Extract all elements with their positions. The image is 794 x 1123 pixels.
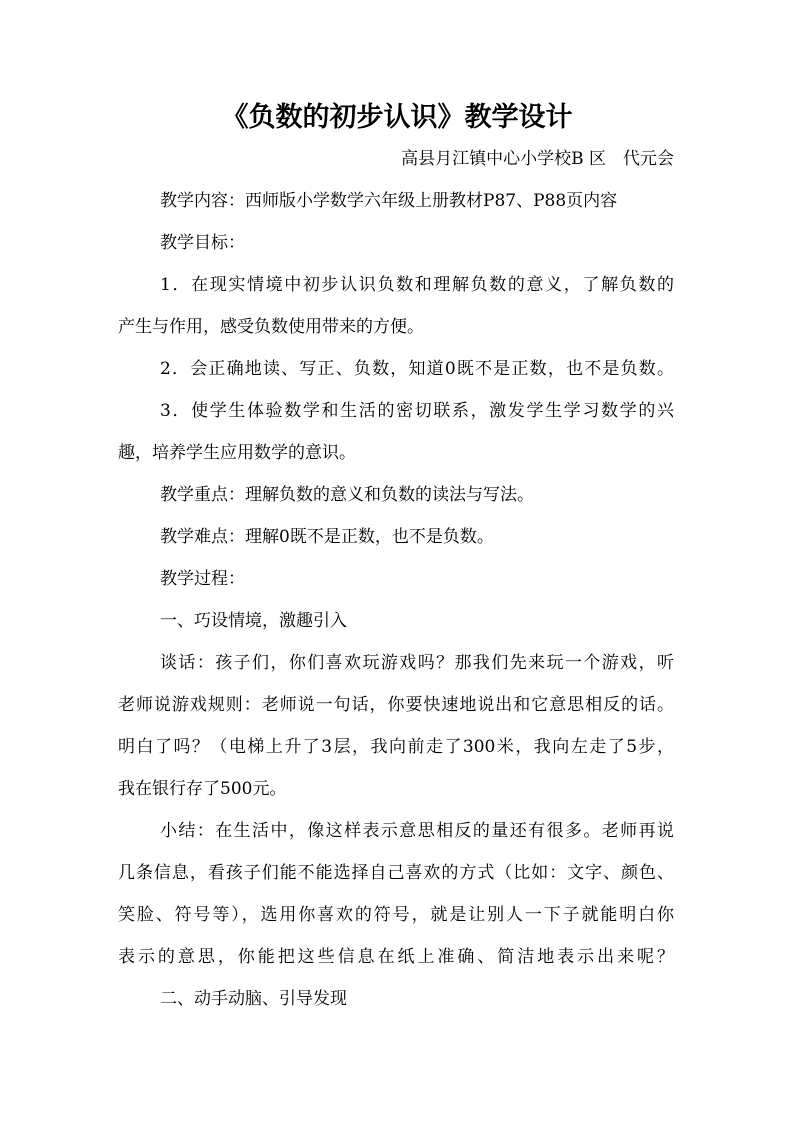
dialogue-line-3: 明白了吗？（电梯上升了3层，我向前走了300米，我向左走了5步， (118, 737, 674, 757)
author-line: 高县月江镇中心小学校B 区 代元会 (401, 149, 674, 169)
teaching-process-heading: 教学过程： (160, 569, 245, 589)
summary-line-3: 笑脸、符号等），选用你喜欢的符号，就是让别人一下子就能明白你 (118, 905, 674, 925)
dialogue-line-4: 我在银行存了500元。 (118, 779, 287, 799)
dialogue-line-1: 谈话：孩子们，你们喜欢玩游戏吗？那我们先来玩一个游戏，听 (160, 653, 674, 673)
goal-1-line-2: 产生与作用，感受负数使用带来的方便。 (118, 317, 424, 337)
dialogue-line-2: 老师说游戏规则：老师说一句话，你要快速地说出和它意思相反的话。 (118, 695, 674, 715)
teaching-content-line: 教学内容：西师版小学数学六年级上册教材P87、P88页内容 (160, 191, 618, 211)
goal-3-line-2: 趣，培养学生应用数学的意识。 (118, 443, 356, 463)
difficult-points-line: 教学难点：理解0既不是正数，也不是负数。 (160, 527, 494, 547)
goal-2-line: 2．会正确地读、写正、负数，知道0既不是正数，也不是负数。 (160, 359, 674, 379)
summary-line-4: 表示的意思，你能把这些信息在纸上准确、简洁地表示出来呢？ (118, 947, 674, 967)
summary-line-2: 几条信息，看孩子们能不能选择自己喜欢的方式（比如：文字、颜色、 (118, 863, 674, 883)
document-title: 《负数的初步认识》教学设计 (221, 102, 573, 133)
summary-line-1: 小结：在生活中，像这样表示意思相反的量还有很多。老师再说 (160, 821, 674, 841)
goal-1-line-1: 1．在现实情境中初步认识负数和理解负数的意义，了解负数的 (160, 275, 674, 295)
goal-3-line-1: 3．使学生体验数学和生活的密切联系，激发学生学习数学的兴 (160, 401, 674, 421)
section-2-heading: 二、动手动脑、引导发现 (160, 989, 347, 1009)
teaching-goals-heading: 教学目标： (160, 233, 245, 253)
section-1-heading: 一、巧设情境，激趣引入 (160, 611, 347, 631)
key-points-line: 教学重点：理解负数的意义和负数的读法与写法。 (160, 485, 534, 505)
